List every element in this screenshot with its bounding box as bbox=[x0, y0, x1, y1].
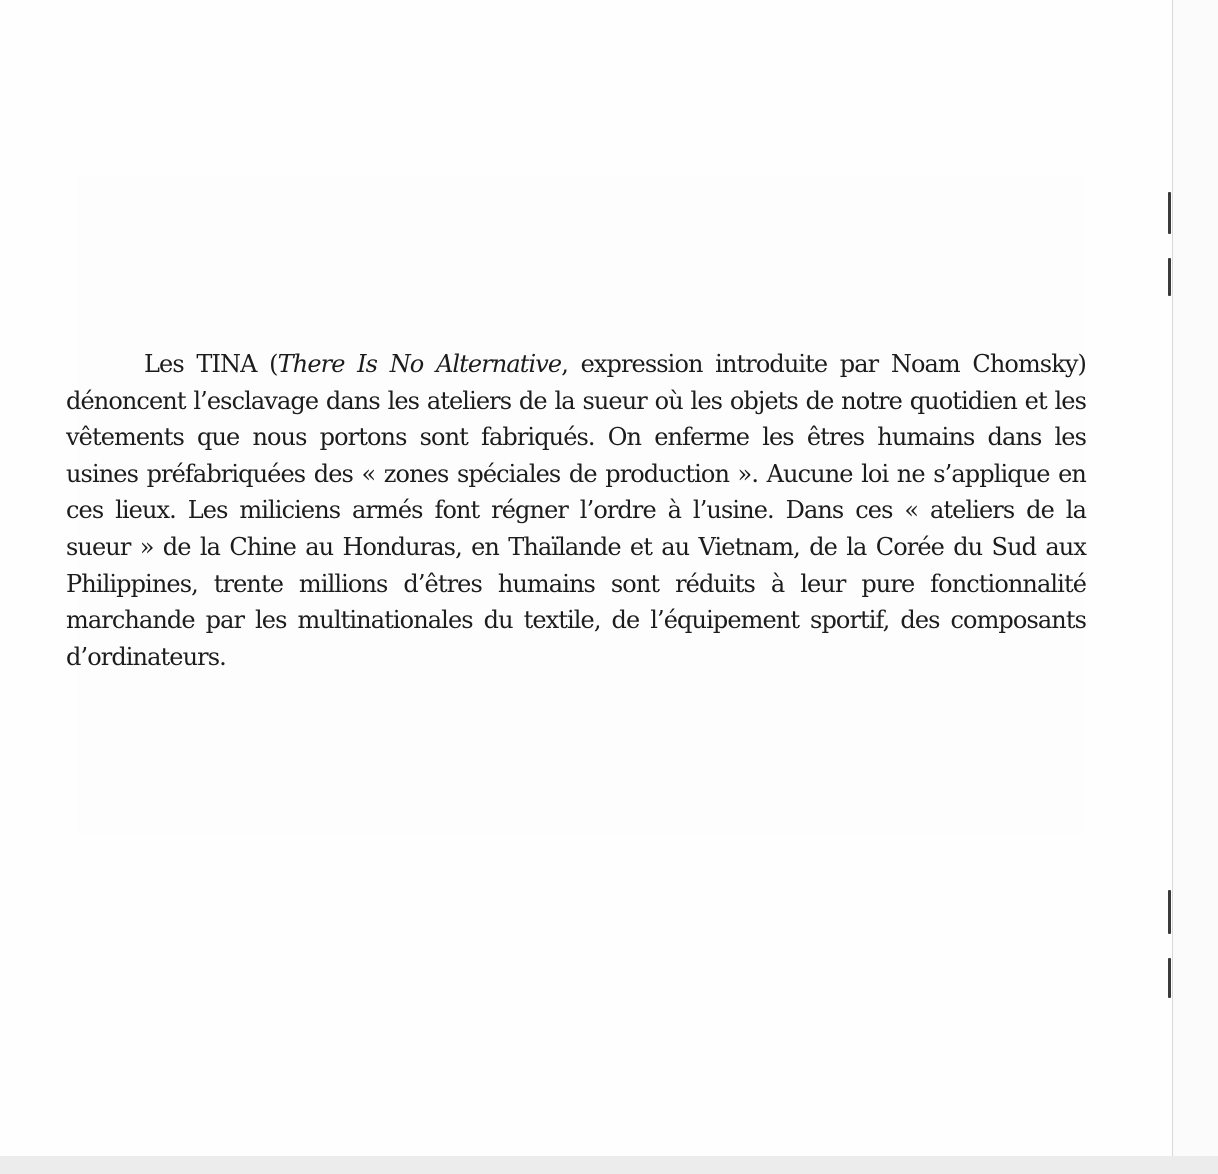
staple-mark bbox=[1168, 890, 1171, 934]
staple-mark bbox=[1168, 958, 1171, 998]
staple-mark bbox=[1168, 258, 1171, 296]
staple-mark bbox=[1168, 192, 1171, 234]
page-edge bbox=[1173, 0, 1218, 1156]
scan-bottom-edge bbox=[0, 1156, 1218, 1174]
paragraph-italic-phrase: There Is No Alternative bbox=[277, 350, 562, 378]
paragraph-lead: Les TINA ( bbox=[144, 350, 278, 378]
body-paragraph bbox=[66, 346, 1086, 675]
paragraph-rest: , expression introduite par Noam Chomsky) dénoncent l’esclavage dans les ateliers de la sueur où les objets de notre quotidien et les vêtements que nous portons sont fabriqués. On enferme les êtres humains dans les usines préfabriquées des « zones spéciales de production ». Aucune loi ne s’applique en ces lieux. Les miliciens armés font régner l’ordre à l’usine. Dans ces « ateliers de la sueur » de la Chine au Honduras, en Thaïlande et au Vietnam, de la Corée du Sud aux Philippines, trente millions d’êtres humains sont réduits à leur pure fonctionnalité marchande par les multinationales du textile, de l’équipement sportif, des composants d’ordinateurs. bbox=[66, 350, 1086, 671]
